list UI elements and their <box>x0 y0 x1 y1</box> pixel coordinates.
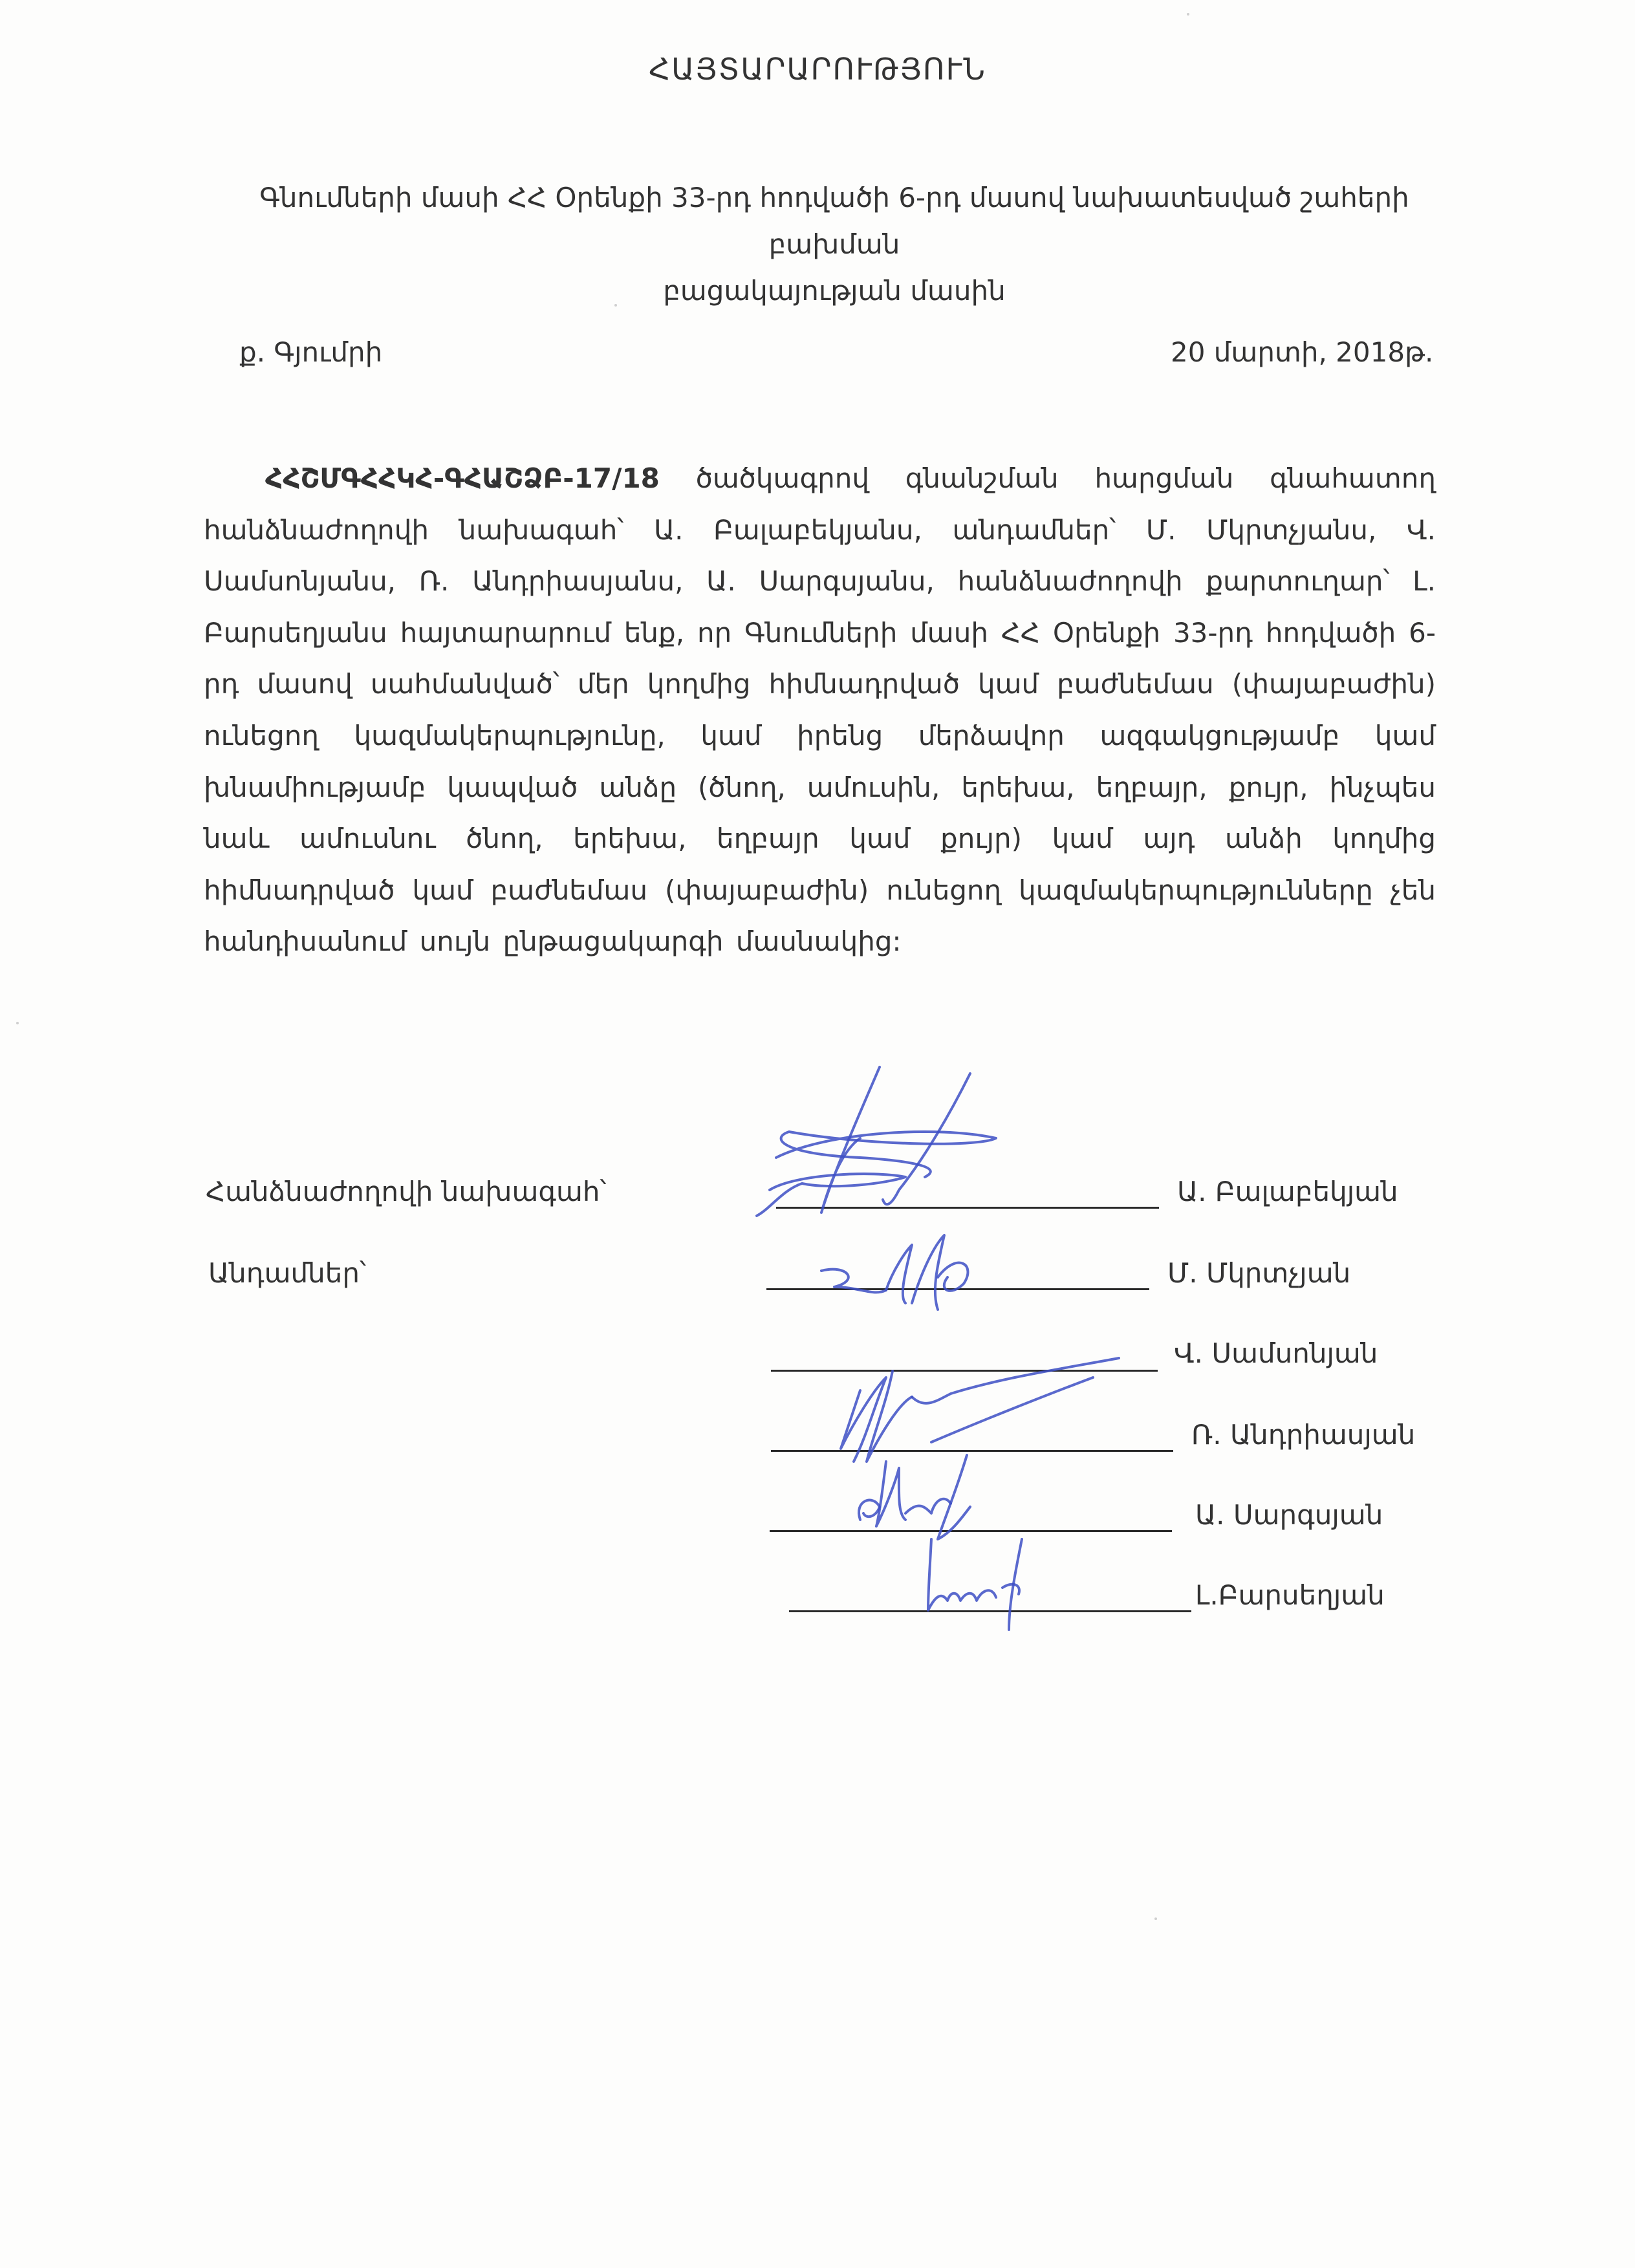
document-body <box>204 453 1436 967</box>
signer-name: Լ.Բարսեղյան <box>1195 1579 1385 1611</box>
signer-name: Ռ. Անդրիասյան <box>1191 1419 1416 1451</box>
signer-name: Ա. Բալաբեկյան <box>1177 1176 1398 1207</box>
signer-name: Ա. Սարգսյան <box>1195 1499 1383 1531</box>
scan-speck <box>1154 1917 1157 1920</box>
subtitle-line-1: Գնումների մասի ՀՀ Օրենքի 33-րդ հոդվածի 6-րդ մասով նախատեսված շահերի բախման <box>259 182 1409 260</box>
signature-balabekyan <box>731 1061 1151 1229</box>
scan-speck <box>1187 13 1189 16</box>
document-subtitle <box>194 175 1475 314</box>
signature-line <box>789 1610 1191 1612</box>
signature-line <box>771 1370 1158 1372</box>
signature-line <box>771 1450 1173 1452</box>
procurement-code: ՀՀՇՄԳՀՀԿՀ-ԳՀԱՇՁԲ-17/18 <box>265 462 660 494</box>
signature-line <box>776 1207 1159 1209</box>
document-title: ՀԱՅՏԱՐԱՐՈՒԹՅՈՒՆ <box>649 52 986 87</box>
signature-barseghyan <box>912 1526 1061 1636</box>
scan-speck <box>16 1022 19 1024</box>
members-label: Անդամներ՝ <box>208 1257 367 1289</box>
chair-label: Հանձնաժողովի նախագահ՝ <box>206 1176 607 1207</box>
document-date: 20 մարտի, 2018թ. <box>1171 336 1434 368</box>
body-paragraph: ծածկագրով գնանշման հարցման գնահատող հանձնաժողովի նախագահ՝ Ա. Բալաբեկյանս, անդամներ՝ Մ. Մկրտչյանս, Վ. Սամսոնյանս, Ռ. Անդրիասյանս, Ա. Սարգսյանս, հանձնաժողովի քարտուղար՝ Լ. Բարսեղյանս հայտարարում ենք, որ Գնումների մասի ՀՀ Օրենքի 33-րդ հոդվածի 6-րդ մասով սահմանված՝ մեր կողմից հիմնադրված կամ բաժնեմաս (փայաբաժին) ունեցող կազմակերպությունը, կամ իրենց մերձավոր ազգակցությամբ կամ խնամիությամբ կապված անձը (ծնող, ամուսին, երեխա, եղբայր, քույր, ինչպես նաև ամուսնու ծնող, երեխա, եղբայր կամ քույր) կամ այդ անձի կողմից հիմնադրված կամ բաժնեմաս (փայաբաժին) ունեցող կազմակերպությունները չեն հանդիսանում սույն ընթացակարգի մասնակից: <box>204 462 1436 958</box>
subtitle-line-2: բացակայության մասին <box>663 275 1006 307</box>
signature-mkrtchyan <box>808 1226 1028 1316</box>
signer-name: Մ. Մկրտչյան <box>1167 1257 1351 1289</box>
signer-name: Վ. Սամսոնյան <box>1174 1337 1378 1369</box>
signature-line <box>770 1530 1172 1532</box>
document-place: ք. Գյումրի <box>239 336 383 368</box>
signature-line <box>766 1288 1149 1290</box>
scan-speck <box>614 304 617 307</box>
